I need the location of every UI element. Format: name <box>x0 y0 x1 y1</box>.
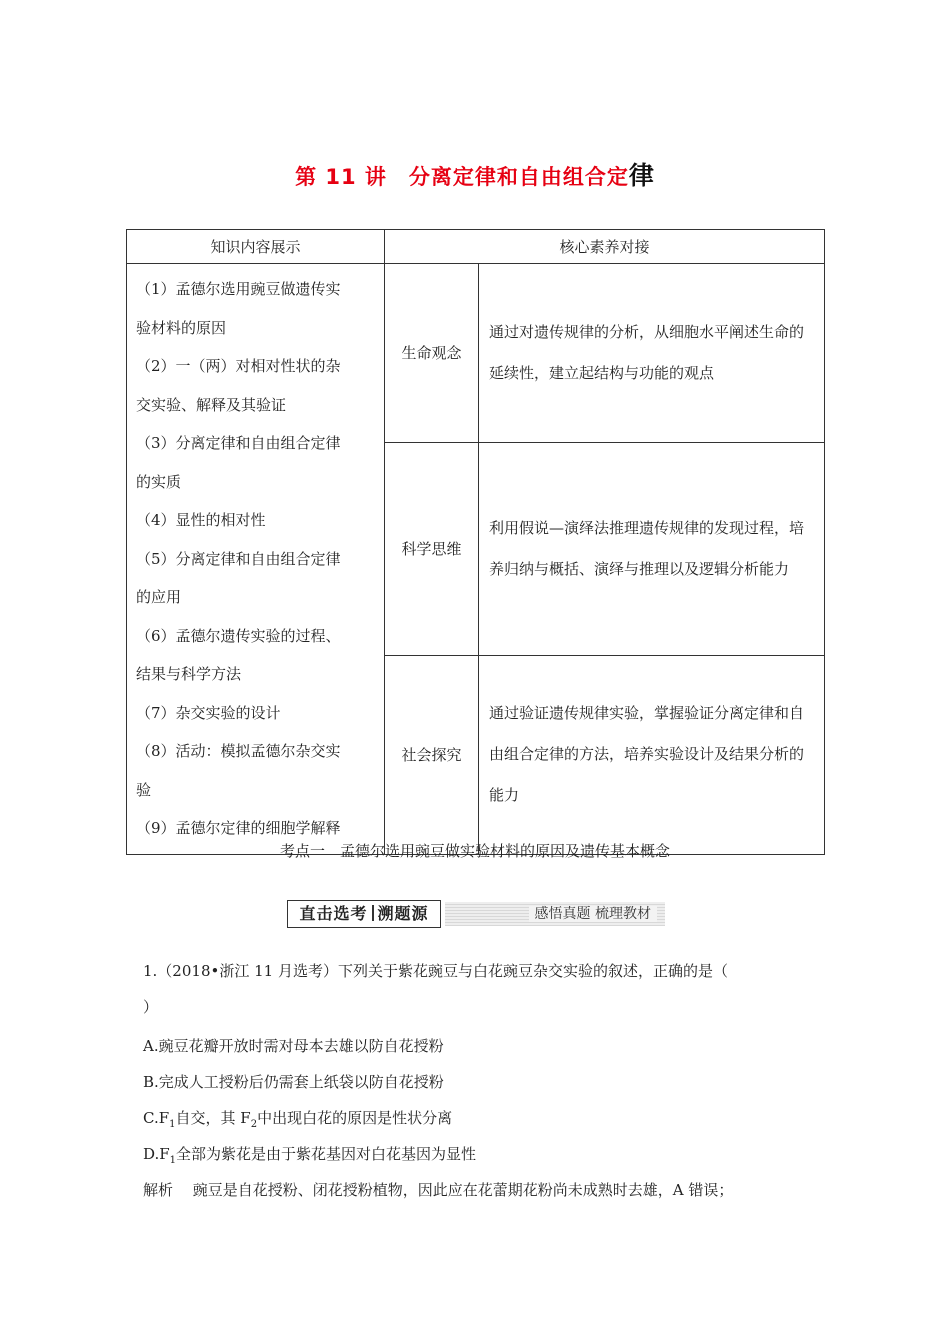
option-c-text: 中出现白花的原因是性状分离 <box>257 1109 453 1127</box>
question-stem: 1.（2018•浙江 11 月选考）下列关于紫花豌豆与白花豌豆杂交实验的叙述，正确的是（ <box>143 962 728 980</box>
knowledge-line: 结果与科学方法 <box>136 665 242 683</box>
question-stem-end: ） <box>143 998 159 1016</box>
table-row <box>127 264 825 443</box>
knowledge-line: （2）一（两）对相对性状的杂 <box>136 357 341 375</box>
knowledge-line: （6）孟德尔遗传实验的过程、 <box>136 626 341 645</box>
curriculum-table <box>126 229 825 855</box>
knowledge-line: （7）杂交实验的设计 <box>136 703 281 722</box>
lesson-title-main: 第 11 讲 分离定律和自由组合定 <box>295 165 629 189</box>
table-header-row <box>127 230 825 264</box>
knowledge-list <box>127 264 385 855</box>
knowledge-line: 交实验、解释及其验证 <box>136 395 287 414</box>
lesson-title-last-char: 律 <box>628 161 655 190</box>
option-c-text: 自交，其 F <box>175 1109 251 1127</box>
option-d <box>143 1143 476 1166</box>
knowledge-line: 的应用 <box>136 588 182 606</box>
header-knowledge: 知识内容展示 <box>127 230 385 264</box>
knowledge-line: 验材料的原因 <box>136 318 227 337</box>
category-description: 通过对遗传规律的分析，从细胞水平阐述生命的延续性，建立起结构与功能的观点 <box>479 264 825 443</box>
knowledge-line: （5）分离定律和自由组合定律 <box>136 549 341 568</box>
analysis-text: 解析 豌豆是自花授粉、闭花授粉植物，因此应在花蕾期花粉尚未成熟时去雄，A 错误； <box>143 1181 734 1199</box>
banner-divider <box>372 905 374 921</box>
category-description: 利用假说—演绎法推理遗传规律的发现过程，培养归纳与概括、演绎与推理以及逻辑分析能力 <box>479 442 825 656</box>
knowledge-line: 的实质 <box>136 472 182 491</box>
knowledge-line: （9）孟德尔定律的细胞学解释 <box>136 819 341 837</box>
section-banner <box>287 900 667 928</box>
option-d-text: 全部为紫花是由于紫花基因对白花基因为显性 <box>176 1145 477 1163</box>
banner-part1: 直击选考 <box>299 904 368 923</box>
option-c-text: C.F <box>143 1109 170 1127</box>
category-description: 通过验证遗传规律实验，掌握验证分离定律和自由组合定律的方法，培养实验设计及结果分析的能力 <box>479 656 825 854</box>
banner-subtitle-strip <box>445 902 665 926</box>
knowledge-line: （8）活动：模拟孟德尔杂交实 <box>136 742 341 760</box>
banner-subtitle: 感悟真题 梳理教材 <box>529 906 657 922</box>
banner-label <box>287 900 441 928</box>
option-b: B.完成人工授粉后仍需套上纸袋以防自花授粉 <box>143 1073 444 1091</box>
category-social-inquiry: 社会探究 <box>385 656 479 854</box>
knowledge-line: （4）显性的相对性 <box>136 511 266 529</box>
option-c-sub: 2 <box>250 1119 258 1130</box>
category-life-concept: 生命观念 <box>385 264 479 443</box>
topic-heading: 考点一 孟德尔选用豌豆做实验材料的原因及遗传基本概念 <box>279 842 670 860</box>
banner-part2: 溯题源 <box>377 904 429 923</box>
knowledge-line: （3）分离定律和自由组合定律 <box>136 434 341 452</box>
option-c <box>143 1107 452 1130</box>
category-scientific-thinking: 科学思维 <box>385 442 479 656</box>
knowledge-line: （1）孟德尔选用豌豆做遗传实 <box>136 280 341 298</box>
lesson-title <box>0 156 950 192</box>
option-a: A.豌豆花瓣开放时需对母本去雄以防自花授粉 <box>143 1037 444 1055</box>
knowledge-line: 验 <box>136 780 152 799</box>
option-d-sub: 1 <box>169 1155 177 1166</box>
option-d-text: D.F <box>143 1145 170 1163</box>
header-core-literacy: 核心素养对接 <box>385 230 825 264</box>
option-c-sub: 1 <box>169 1119 176 1130</box>
